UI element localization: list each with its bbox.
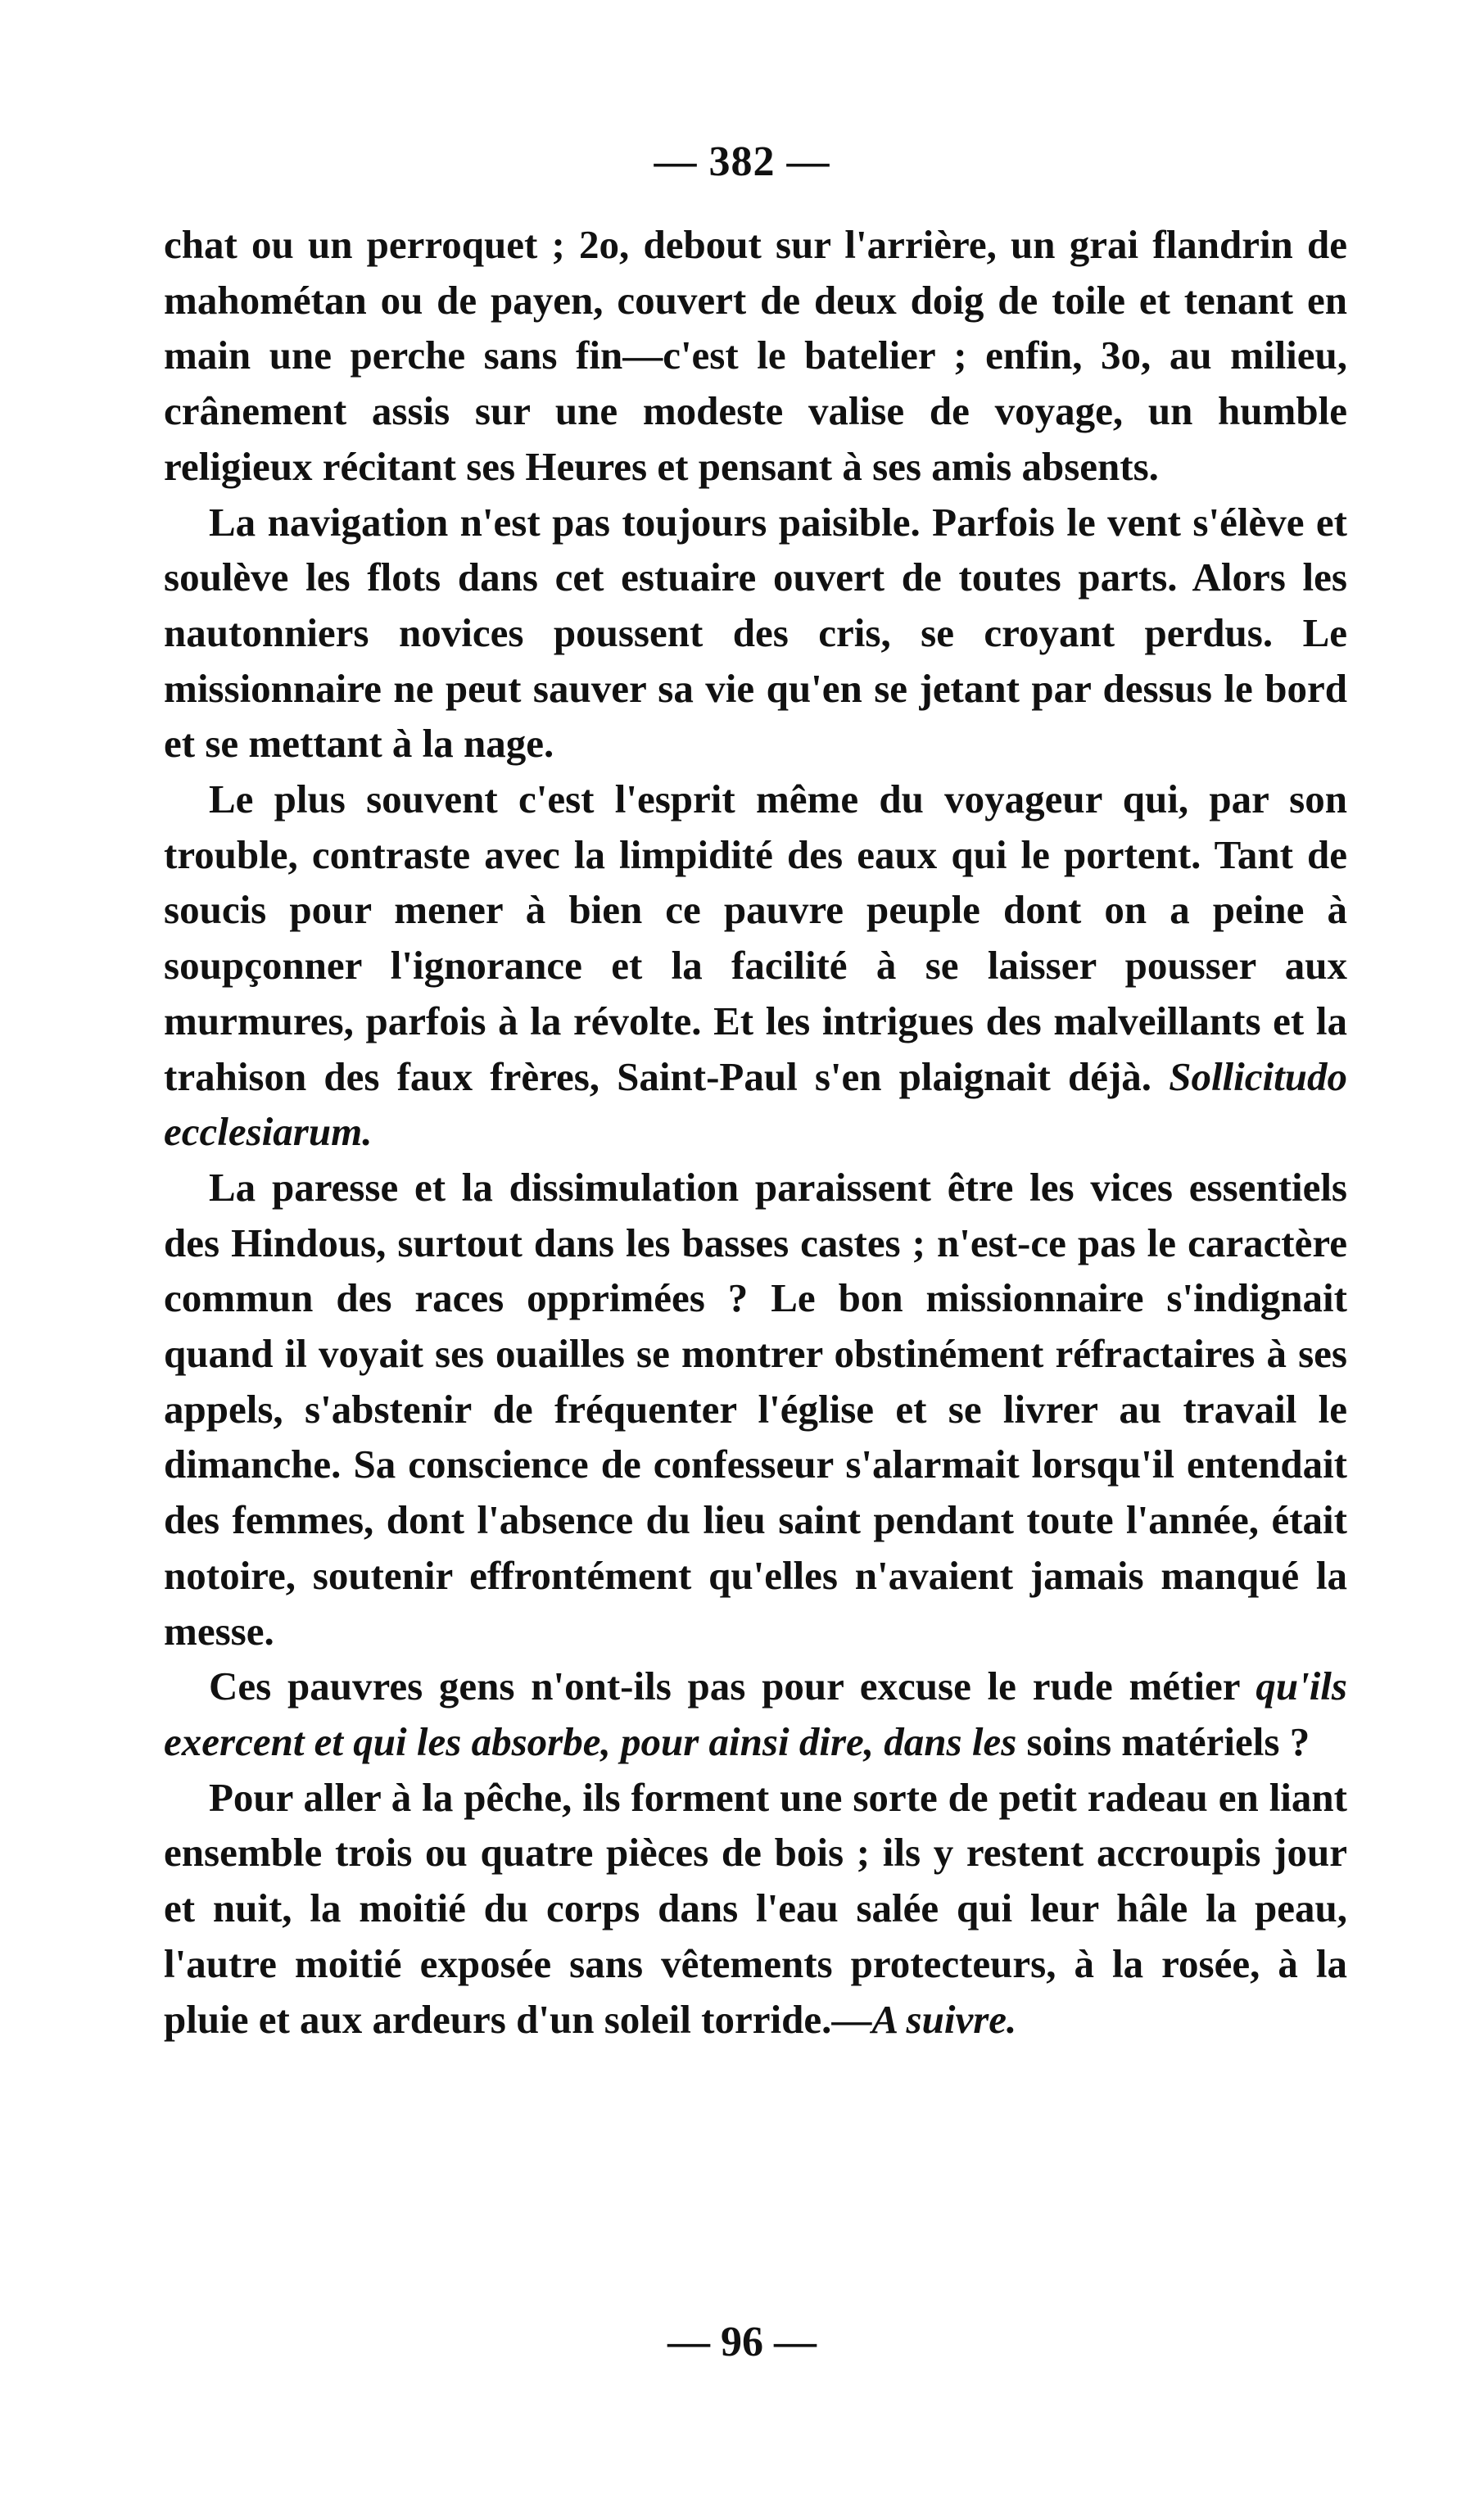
paragraph-1: chat ou un perroquet ; 2o, debout sur l'arrière, un grai flandrin de mahométan ou de payen, couvert de deux doig de toile et tenant en main une perche sans fin—c'est le batelier ; enfin, 3o, au milieu, crânement assis sur une modeste valise de voyage, un humble religieux récitant ses Heures et pensant à ses amis absents. [164,222,1347,489]
paragraph-4: La paresse et la dissimulation paraissent être les vices essentiels des Hindous, surtout dans les basses castes ; n'est-ce pas le caractère commun des races opprimées ? Le bon missionnaire s'indignait quand il voyait ses ouailles se montrer obstinément réfractaires à ses appels, s'abstenir de fréquenter l'église et se livrer au travail le dimanche. Sa conscience de confesseur s'alarmait lorsqu'il entendait des femmes, dont l'absence du lieu saint pendant toute l'année, était notoire, soutenir effrontément qu'elles n'avaient jamais manqué la messe. [164,1164,1347,1654]
paragraph-5-italic-text: qu'ils exercent et qui les absorbe, pour ainsi dire, dans les [164,1663,1347,1764]
paragraph-5-text-start: Ces pauvres gens n'ont-ils pas pour excuse le rude métier [209,1663,1240,1709]
paragraph-5-text-end: soins matériels ? [1026,1718,1310,1764]
body-text [164,217,1347,2047]
to-be-continued-note: A suivre. [871,1996,1017,2042]
paragraph-3-text: Le plus souvent c'est l'esprit même du voyageur qui, par son trouble, contraste avec la limpidité des eaux qui le portent. Tant de soucis pour mener à bien ce pauvre peuple dont on a peine à soupçonner l'ignorance et la facilité à se laisser pousser aux murmures, parfois à la révolte. Et les intrigues des malveillants et la trahison des faux frères, Saint-Paul s'en plaignait déjà. [164,776,1347,1099]
paragraph-6-text: Pour aller à la pêche, ils forment une sorte de petit radeau en liant ensemble trois ou quatre pièces de bois ; ils y restent accroupis jour et nuit, la moitié du corps dans l'eau salée qui leur hâle la peau, l'autre moitié exposée sans vêtements protecteurs, à la rosée, à la pluie et aux ardeurs d'un soleil torride.— [164,1774,1347,2042]
paragraph-3 [164,772,1347,1160]
paragraph-6 [164,1770,1347,2048]
paragraph-3-latin-quote: Sollicitudo ecclesiarum. [164,1053,1348,1155]
paragraph-2: La navigation n'est pas toujours paisible. Parfois le vent s'élève et soulève les flots dans cet estuaire ouvert de toutes parts. Alors les nautonniers novices poussent des cris, se croyant perdus. Le missionnaire ne peut sauver sa vie qu'en se jetant par dessus le bord et se mettant à la nage. [164,499,1347,767]
paragraph-5 [164,1659,1347,1769]
page-number-bottom: — 96 — [667,2319,817,2365]
page-number-top: — 382 — [654,138,830,185]
